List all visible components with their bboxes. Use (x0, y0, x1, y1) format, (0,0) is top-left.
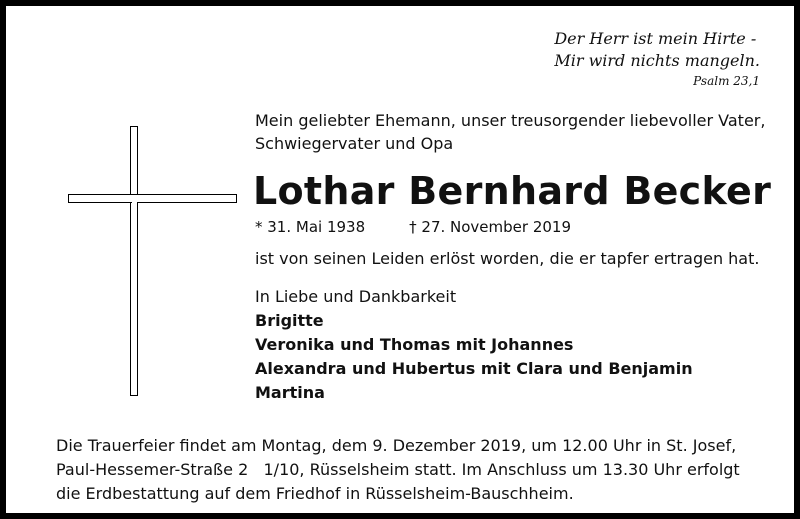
intro-line-2: Schwiegervater und Opa (255, 134, 454, 153)
funeral-service-info (56, 434, 766, 506)
mourners-list (255, 285, 693, 405)
mourner-name: Martina (255, 383, 325, 402)
cross-horizontal-beam (68, 194, 237, 203)
death-date: † 27. November 2019 (409, 218, 572, 236)
life-dates (255, 218, 571, 236)
mourners-heading: In Liebe und Dankbarkeit (255, 287, 457, 306)
cross-joint (132, 196, 137, 203)
birth-date: * 31. Mai 1938 (255, 218, 366, 236)
psalm-reference: Psalm 23,1 (693, 74, 760, 88)
psalm-quote (554, 28, 760, 72)
psalm-line-1: Der Herr ist mein Hirte - (554, 29, 757, 48)
service-line-2: Paul-Hessemer-Straße 2 1/10, Rüsselsheim statt. Im Anschluss um 13.30 Uhr erfolgt (56, 460, 740, 479)
cross-icon (68, 126, 238, 396)
service-line-3: die Erdbestattung auf dem Friedhof in Rüsselsheim-Bauschheim. (56, 484, 574, 503)
released-text: ist von seinen Leiden erlöst worden, die er tapfer ertragen hat. (255, 249, 760, 268)
mourner-name: Brigitte (255, 311, 324, 330)
deceased-name: Lothar Bernhard Becker (253, 169, 772, 213)
psalm-line-2: Mir wird nichts mangeln. (554, 51, 760, 70)
intro-text (255, 109, 775, 155)
service-line-1: Die Trauerfeier findet am Montag, dem 9. Dezember 2019, um 12.00 Uhr in St. Josef, (56, 436, 737, 455)
cross-vertical-beam (130, 126, 138, 396)
intro-line-1: Mein geliebter Ehemann, unser treusorgender liebevoller Vater, (255, 111, 766, 130)
mourner-name: Alexandra und Hubertus mit Clara und Benjamin (255, 359, 693, 378)
mourner-name: Veronika und Thomas mit Johannes (255, 335, 574, 354)
